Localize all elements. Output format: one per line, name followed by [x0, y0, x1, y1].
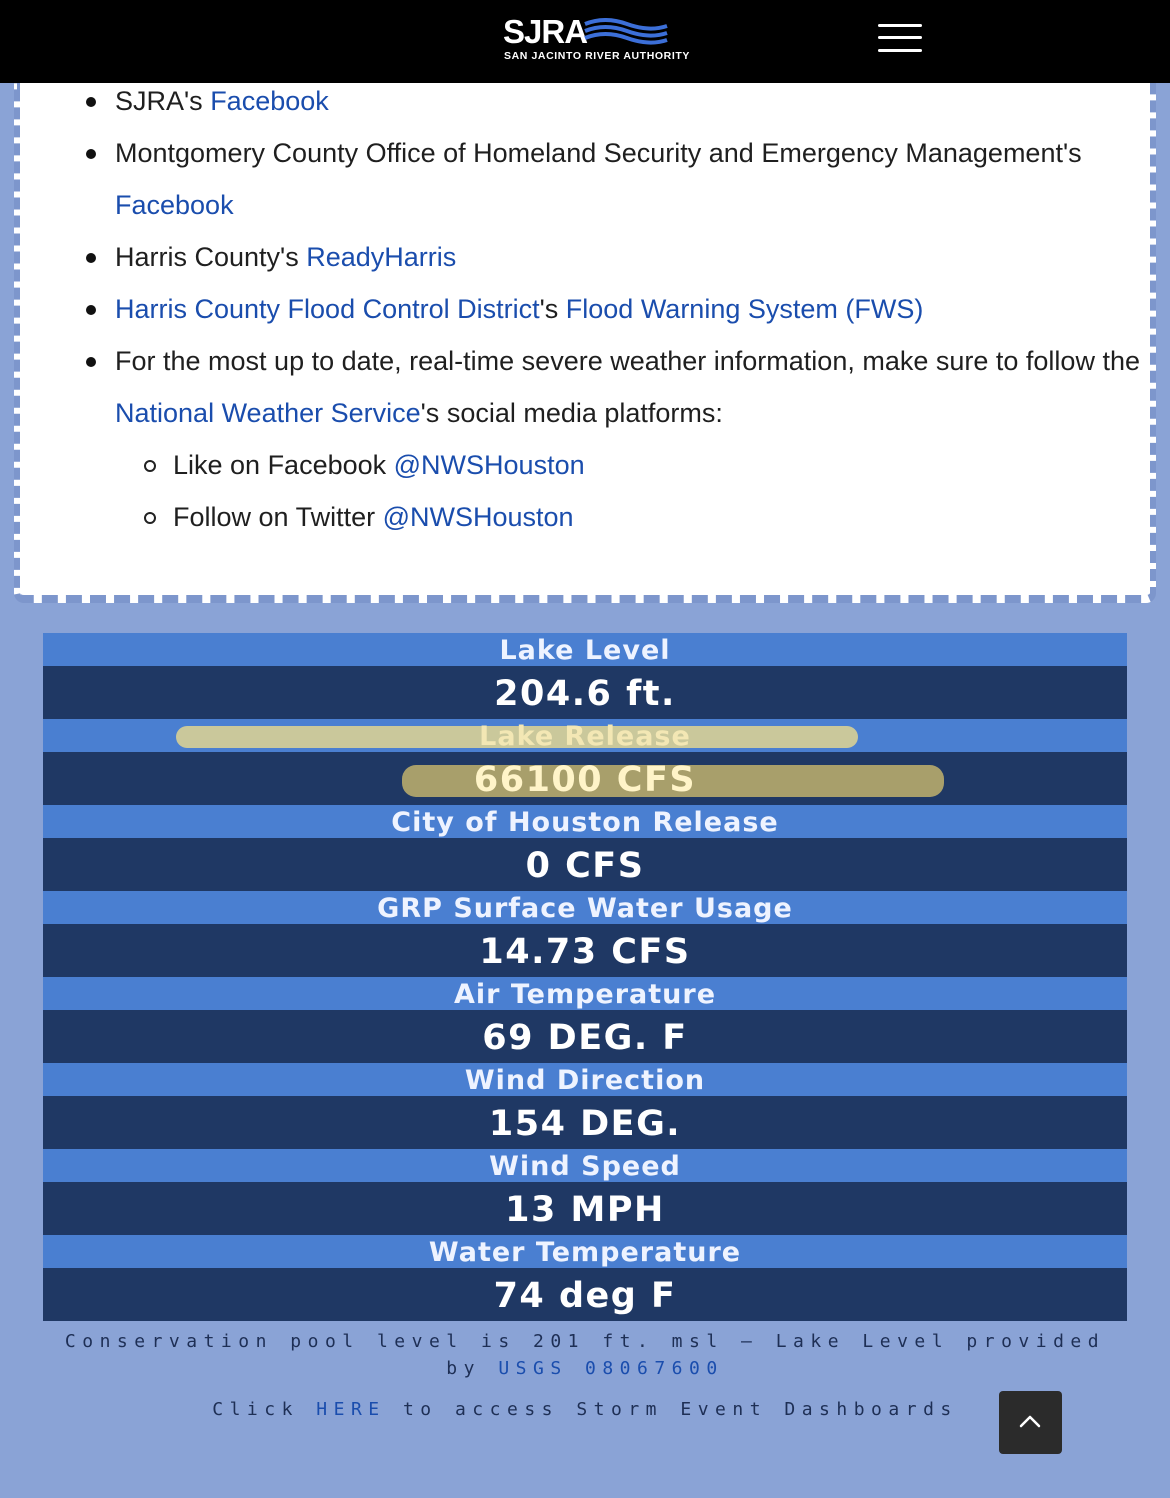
site-header — [0, 0, 1170, 83]
stat-label: City of Houston Release — [43, 805, 1127, 838]
fws-link[interactable]: Flood Warning System (FWS) — [565, 294, 924, 324]
stat-value-highlighted — [43, 752, 1127, 805]
stat-label: Wind Direction — [43, 1063, 1127, 1096]
sub-list-item-text: Like on Facebook — [173, 450, 394, 480]
stat-label-highlighted — [43, 719, 1127, 752]
stat-label: GRP Surface Water Usage — [43, 891, 1127, 924]
usgs-link[interactable]: USGS 08067600 — [498, 1358, 724, 1379]
sub-list-item — [173, 491, 1146, 543]
conservation-note — [43, 1328, 1127, 1382]
lake-stats-panel — [43, 633, 1127, 1321]
stat-value-text: 66100 CFS — [473, 760, 697, 800]
list-item — [86, 127, 1146, 231]
stat-value: 154 DEG. — [43, 1096, 1127, 1149]
logo-text: SJRA — [503, 13, 588, 50]
stat-value: 13 MPH — [43, 1182, 1127, 1235]
nws-social-list — [115, 439, 1146, 543]
list-item — [86, 231, 1146, 283]
resources-card — [14, 83, 1156, 603]
back-to-top-button[interactable] — [999, 1391, 1062, 1454]
stat-value: 74 deg F — [43, 1268, 1127, 1321]
list-item — [86, 75, 1146, 127]
nws-facebook-link[interactable]: @NWSHouston — [393, 450, 585, 480]
here-link[interactable]: HERE — [316, 1399, 386, 1420]
hcfcd-link[interactable]: Harris County Flood Control District — [115, 294, 540, 324]
conservation-text: Conservation pool level is 201 ft. msl – Lake Level provided by — [64, 1331, 1106, 1379]
stat-value: 69 DEG. F — [43, 1010, 1127, 1063]
storm-dashboard-note — [43, 1397, 1127, 1423]
stat-label: Lake Level — [43, 633, 1127, 666]
list-item — [86, 283, 1146, 335]
nws-link[interactable]: National Weather Service — [115, 398, 421, 428]
dashboard-text: to access Storm Event Dashboards — [385, 1399, 958, 1420]
logo-waves-icon — [583, 18, 669, 48]
montgomery-facebook-link[interactable]: Facebook — [115, 190, 234, 220]
list-item-text: 's — [539, 294, 566, 324]
stat-label: Wind Speed — [43, 1149, 1127, 1182]
chevron-up-icon — [1018, 1412, 1042, 1430]
list-item — [86, 335, 1146, 543]
stat-label: Water Temperature — [43, 1235, 1127, 1268]
readyharris-link[interactable]: ReadyHarris — [306, 242, 457, 272]
click-text: Click — [212, 1399, 317, 1420]
stat-value: 204.6 ft. — [43, 666, 1127, 719]
stat-value: 14.73 CFS — [43, 924, 1127, 977]
stat-value: 0 CFS — [43, 838, 1127, 891]
list-item-text: Harris County's — [115, 242, 307, 272]
sub-list-item — [173, 439, 1146, 491]
list-item-text: SJRA's — [115, 86, 211, 116]
list-item-text: Montgomery County Office of Homeland Security and Emergency Management's — [115, 138, 1082, 168]
resources-list — [86, 75, 1146, 543]
stat-label-text: Lake Release — [479, 721, 691, 752]
sub-list-item-text: Follow on Twitter — [173, 502, 383, 532]
logo-subtitle: SAN JACINTO RIVER AUTHORITY — [504, 50, 690, 62]
nws-twitter-link[interactable]: @NWSHouston — [382, 502, 574, 532]
stat-label: Air Temperature — [43, 977, 1127, 1010]
sjra-logo[interactable] — [503, 13, 690, 66]
sjra-facebook-link[interactable]: Facebook — [210, 86, 329, 116]
list-item-text: 's social media platforms: — [420, 398, 723, 428]
hamburger-menu-icon[interactable] — [878, 22, 924, 54]
list-item-text: For the most up to date, real-time severe weather information, make sure to follow the — [115, 346, 1140, 376]
